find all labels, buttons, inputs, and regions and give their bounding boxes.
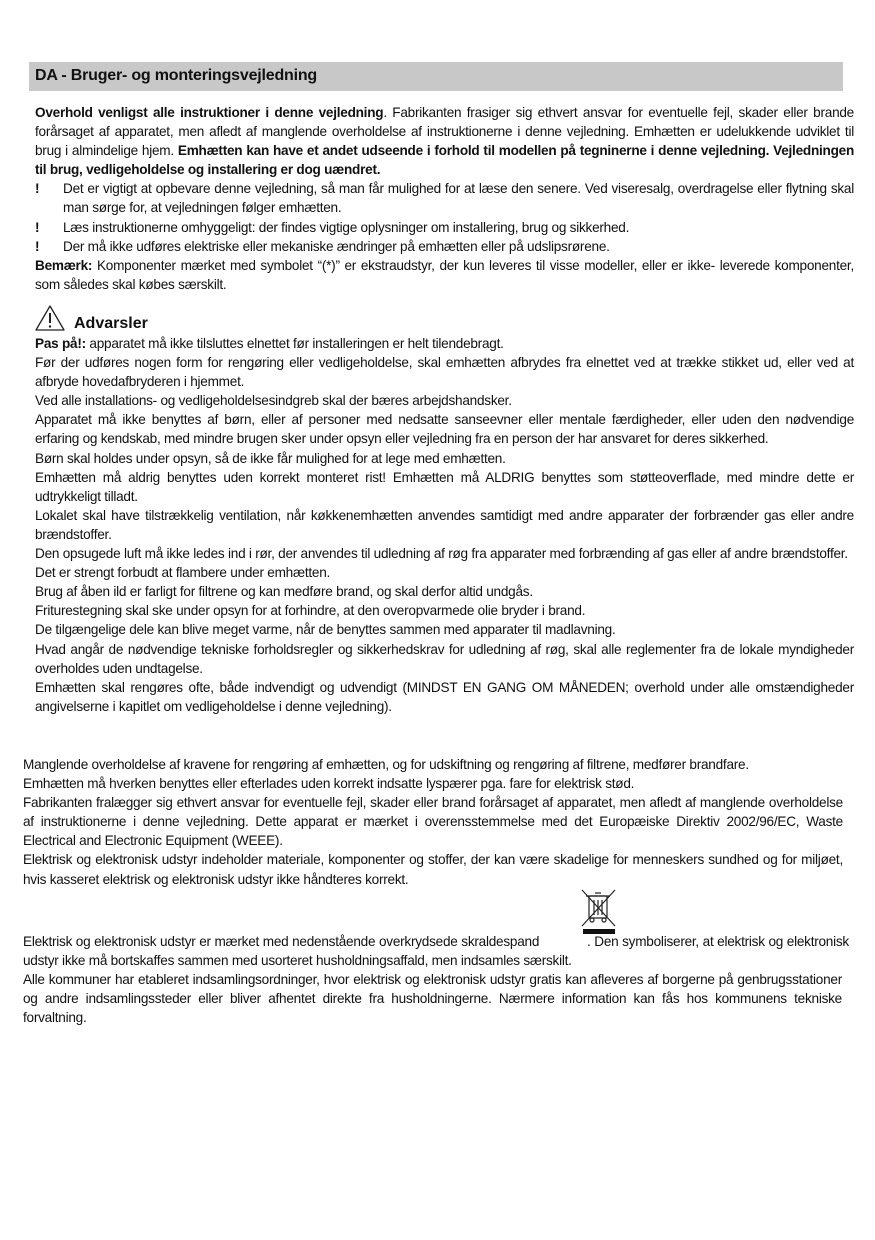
note-paragraph (35, 256, 854, 294)
warning-item: Emhætten må aldrig benyttes uden korrekt monteret rist! Emhætten må ALDRIG benyttes som støtteoverflade, med mindre dette er udtrykkeligt tilladt. (35, 469, 854, 504)
disposal-item: Manglende overholdelse af kravene for rengøring af emhætten, og for udskiftning og rengøring af filtrene, medfører brandfare. (23, 757, 749, 772)
warning-item: Det er strengt forbudt at flambere under emhætten. (35, 565, 331, 581)
warnings-section (35, 334, 854, 716)
warning-item: Brug af åben ild er farligt for filtrene og kan medføre brand, og skal derfor altid undgås. (35, 584, 533, 600)
disposal-item: Emhætten må hverken benyttes eller efterlades uden korrekt indsatte lyspærer pga. fare for elektrisk stød. (23, 776, 635, 792)
caution-text: apparatet må ikke tilsluttes elnettet før installeringen er helt tilendebragt. (85, 336, 504, 351)
section-header (29, 62, 843, 91)
bullet-item: ! Det er vigtigt at opbevare denne vejledning, så man får mulighed for at læse den senere. Ved viseresalg, overdragelse eller flytning skal man sørge for, at vejledningen følger emhætten. (35, 181, 854, 216)
weee-paragraph: Elektrisk og elektronisk udstyr er mærket med nedenstående overkrydsede skraldespand . Den symboliserer, at elektrisk og elektronisk udstyr ikke må bortskaffes sammen med usorteret husholdningsaffald, men indsamles særskilt. (23, 934, 849, 969)
note-text: Komponenter mærket med symbolet “(*)” er ekstraudstyr, der kun leveres til visse modeller, eller er ikke- leverede komponenter, som således skal købes særskilt. (35, 257, 854, 292)
intro-lead: Overhold venligst alle instruktioner i denne vejledning (35, 105, 384, 120)
bullet-item: ! Læs instruktionerne omhyggeligt: der findes vigtige oplysninger om installering, brug og sikkerhed. (35, 218, 854, 237)
warning-item: Friturestegning skal ske under opsyn for at forhindre, at den overopvarmede olie bryder i brand. (35, 603, 586, 619)
disposal-item: Elektrisk og elektronisk udstyr indeholder materiale, komponenter og stoffer, der kan være skadelige for menneskers sundhed og for miljøet, hvis kasseret elektrisk og elektronisk udstyr ikke håndteres korrekt. (23, 852, 843, 887)
warnings-title: Advarsler (74, 315, 148, 332)
disposal-section (23, 755, 843, 889)
weee-section (23, 932, 849, 1027)
warning-item: Apparatet må ikke benyttes af børn, eller af personer med nedsatte sanseevner eller mentale færdigheder, eller uden den nødvendige erfaring og kendskab, med mindre brugen sker under opsyn eller vejledning fra en person der har ansvaret for deres sikkerhed. (35, 412, 854, 447)
caution-label: Pas på!: (35, 336, 86, 351)
crossed-out-bin-icon (577, 886, 621, 934)
exclamation-icon: ! (35, 181, 40, 197)
intro-section (35, 103, 854, 294)
exclamation-icon: ! (35, 219, 40, 235)
intro-body: . Fabrikanten frasiger sig ethvert ansvar for eventuelle fejl, skader eller brande forårsaget af apparatet, men afledt af manglende overholdelse af instruktionerne i denne vejledning. Emhætten er udelukkende udviklet til brug i almindelige hjem. (35, 105, 854, 159)
page-title: DA - Bruger- og monteringsvejledning (35, 67, 317, 84)
warning-triangle-icon (34, 304, 66, 332)
intro-paragraph (35, 103, 854, 179)
caution-paragraph (35, 334, 854, 353)
warning-item: Lokalet skal have tilstrækkelig ventilation, når køkkenemhætten anvendes samtidigt med andre apparater der forbrænder gas eller andre brændstoffer. (35, 507, 854, 542)
warning-item: Emhætten skal rengøres ofte, både indvendigt og udvendigt (MINDST EN GANG OM MÅNEDEN; overhold under alle omstændigheder angivelserne i kapitlet om vedligeholdelse i denne vejledning). (35, 679, 854, 714)
warning-item: Ved alle installations- og vedligeholdelsesindgreb skal der bæres arbejdshandsker. (35, 393, 512, 409)
warning-item: Hvad angår de nødvendige tekniske forholdsregler og sikkerhedskrav for udledning af røg, skal alle reglementer fra de lokale myndigheder overholdes uden undtagelse. (35, 641, 854, 676)
exclamation-icon: ! (35, 238, 40, 254)
warning-item: Børn skal holdes under opsyn, så de ikke får mulighed for at lege med emhætten. (35, 450, 506, 466)
warning-item: De tilgængelige dele kan blive meget varme, når de benyttes sammen med apparater til madlavning. (35, 622, 616, 638)
warning-item: Den opsugede luft må ikke ledes ind i rør, der anvendes til udledning af røg fra apparater med forbrænding af gas eller af andre brændstoffer. (35, 546, 848, 562)
final-paragraph: Alle kommuner har etableret indsamlingsordninger, hvor elektrisk og elektronisk udstyr gratis kan afleveres af borgerne på genbrugsstationer og andre indsamlingssteder eller bliver afhentet direkte fra husholdningerne. Nærmere information kan fås hos kommunens tekniske forvaltning. (23, 972, 842, 1026)
note-label: Bemærk: (35, 257, 93, 273)
intro-trail: Emhætten kan have et andet udseende i forhold til modellen på tegninerne i denne vejledning. Vejledningen til brug, vedligeholdelse og installering er dog uændret. (35, 143, 855, 178)
warning-item: Før der udføres nogen form for rengøring eller vedligeholdelse, skal emhætten afbrydes fra elnettet ved at trække stikket ud, eller ved at afbryde hovedafbryderen i hjemmet. (35, 355, 854, 390)
bullet-item: ! Der må ikke udføres elektriske eller mekaniske ændringer på emhætten eller på udslipsrørene. (35, 237, 854, 256)
disposal-item: Fabrikanten fralægger sig ethvert ansvar for eventuelle fejl, skader eller brand forårsaget af apparatet, men afledt af manglende overholdelse af instruktionerne i denne vejledning. Dette apparat er mærket i overensstemmelse med det Europæiske Direktiv 2002/96/EC, Waste Electrical and Electronic Equipment (WEEE). (23, 795, 843, 849)
